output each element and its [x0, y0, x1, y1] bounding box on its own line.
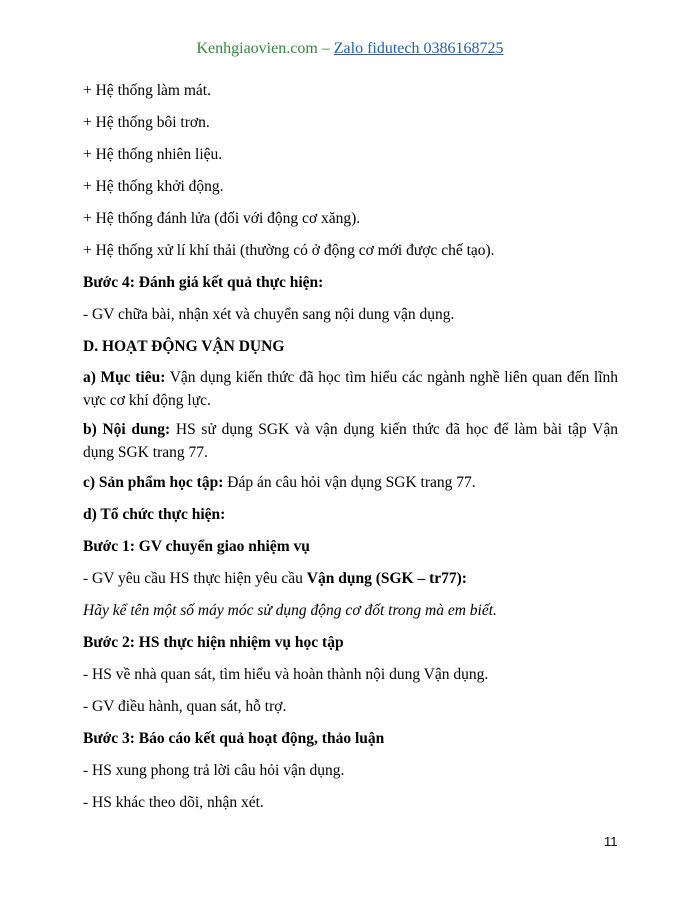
list-item: - GV chữa bài, nhận xét và chuyển sang nội dung vận dụng.	[83, 306, 455, 323]
list-item: - HS về nhà quan sát, tìm hiểu và hoàn thành nội dung Vận dụng.	[83, 666, 489, 683]
list-item: + Hệ thống khởi động.	[83, 178, 224, 195]
list-item: + Hệ thống làm mát.	[83, 82, 211, 99]
step2-heading: Bước 2: HS thực hiện nhiệm vụ học tập	[83, 634, 344, 651]
step1-heading: Bước 1: GV chuyển giao nhiệm vụ	[83, 538, 310, 555]
header-zalo-link[interactable]: Zalo fidutech 0386168725	[333, 40, 504, 57]
header-separator: –	[317, 40, 334, 57]
list-item: + Hệ thống nhiên liệu.	[83, 146, 223, 163]
list-item: + Hệ thống đánh lửa (đối với động cơ xăng).	[83, 210, 361, 227]
product-paragraph: c) Sản phẩm học tập: Đáp án câu hỏi vận dụng SGK trang 77.	[83, 474, 476, 491]
list-item: + Hệ thống bôi trơn.	[83, 114, 210, 131]
organization-heading: d) Tổ chức thực hiện:	[83, 506, 226, 523]
page-number: 11	[604, 834, 618, 849]
header-site[interactable]: Kenhgiaovien.com	[196, 40, 318, 57]
task-line: - GV yêu cầu HS thực hiện yêu cầu Vận dụng (SGK – tr77):	[83, 570, 467, 587]
list-item: - HS xung phong trả lời câu hỏi vận dụng.	[83, 762, 345, 779]
list-item: - GV điều hành, quan sát, hỗ trợ.	[83, 698, 287, 715]
question-line: Hãy kể tên một số máy móc sử dụng động cơ đốt trong mà em biết.	[83, 602, 497, 619]
step3-heading: Bước 3: Báo cáo kết quả hoạt động, thảo luận	[83, 730, 385, 747]
list-item: - HS khác theo dõi, nhận xét.	[83, 794, 264, 811]
list-item: + Hệ thống xử lí khí thải (thường có ở động cơ mới được chế tạo).	[83, 242, 495, 259]
step4-heading: Bước 4: Đánh giá kết quả thực hiện:	[83, 274, 324, 291]
content-paragraph: b) Nội dung: HS sử dụng SGK và vận dụng kiến thức đã học để làm bài tập Vận dụng SGK trang 77.	[83, 421, 618, 461]
section-d-heading: D. HOẠT ĐỘNG VẬN DỤNG	[83, 338, 285, 355]
page-header	[0, 40, 700, 58]
objective-paragraph: a) Mục tiêu: Vận dụng kiến thức đã học tìm hiểu các ngành nghề liên quan đến lĩnh vực cơ khí động lực.	[83, 369, 619, 409]
